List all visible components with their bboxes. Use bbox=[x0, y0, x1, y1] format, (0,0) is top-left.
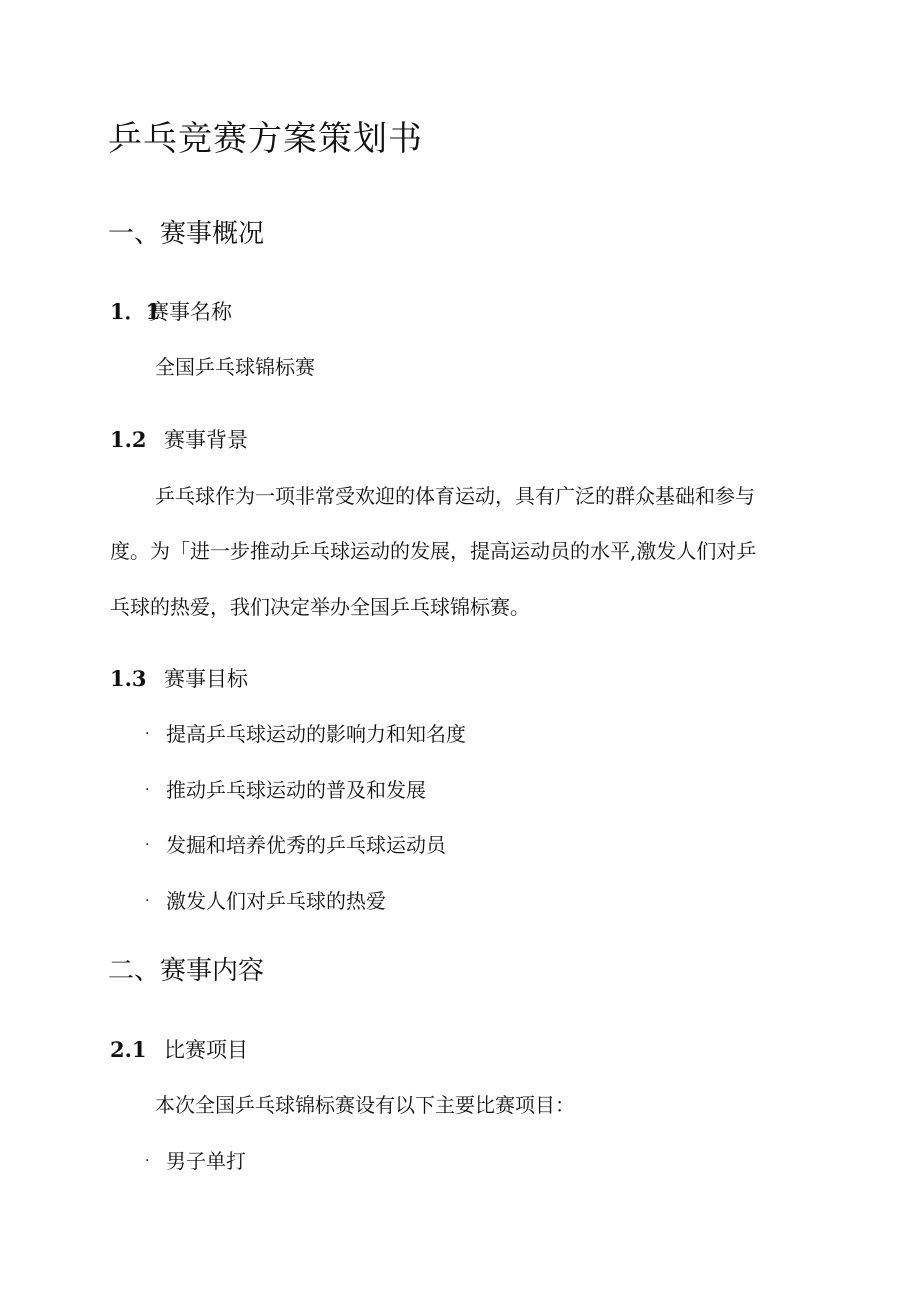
subsection-label: 比赛项目 bbox=[164, 1038, 248, 1062]
subsection-label: 赛事目标 bbox=[164, 667, 248, 691]
subsection-1-2-heading bbox=[110, 424, 248, 456]
bullet-icon: · bbox=[145, 1153, 150, 1169]
subsection-2-1-heading bbox=[110, 1034, 248, 1066]
document-title: 乒乓竞赛方案策划书 bbox=[108, 119, 423, 159]
paragraph-line: 本次全国乒乓球锦标赛设有以下主要比赛项目： bbox=[155, 1093, 575, 1117]
bullet-icon: · bbox=[145, 782, 150, 798]
subsection-number: 1．1 bbox=[110, 299, 161, 324]
subsection-number: 1.3 bbox=[110, 666, 147, 691]
section-2-heading: 二、赛事内容 bbox=[108, 956, 265, 986]
section-1-heading: 一、赛事概况 bbox=[108, 219, 265, 249]
paragraph-line: 乓球的热爱，我们决定举办全国乒乓球锦标赛。 bbox=[110, 595, 530, 619]
list-item bbox=[145, 830, 545, 860]
bullet-icon: · bbox=[145, 837, 150, 853]
subsection-1-1-heading bbox=[110, 296, 232, 328]
list-item-text: 男子单打 bbox=[166, 1149, 246, 1173]
list-item-text: 发掘和培养优秀的乒乓球运动员 bbox=[166, 833, 446, 857]
subsection-number: 2.1 bbox=[110, 1037, 147, 1062]
list-item-text: 激发人们对乒乓球的热爱 bbox=[166, 889, 386, 913]
subsection-label: 赛事背景 bbox=[164, 428, 248, 452]
bullet-icon: · bbox=[145, 893, 150, 909]
subsection-number: 1.2 bbox=[110, 427, 147, 452]
list-item bbox=[145, 886, 545, 916]
bullet-icon: · bbox=[145, 726, 150, 742]
subsection-1-3-heading bbox=[110, 663, 248, 695]
list-item-text: 提高乒乓球运动的影响力和知名度 bbox=[166, 722, 466, 746]
list-item bbox=[145, 775, 545, 805]
list-item-text: 推动乒乓球运动的普及和发展 bbox=[166, 778, 426, 802]
event-name-text: 全国乒乓球锦标赛 bbox=[155, 355, 315, 379]
list-item bbox=[145, 1146, 545, 1176]
subsection-label: 赛事名称 bbox=[148, 300, 232, 324]
paragraph-line: 乒乓球作为一项非常受欢迎的体育运动，具有广泛的群众基础和参与 bbox=[155, 484, 755, 508]
list-item bbox=[145, 719, 545, 749]
paragraph-line: 度。为「进一步推动乒乓球运动的发展，提高运动员的水平,激发人们对乒 bbox=[110, 539, 757, 563]
